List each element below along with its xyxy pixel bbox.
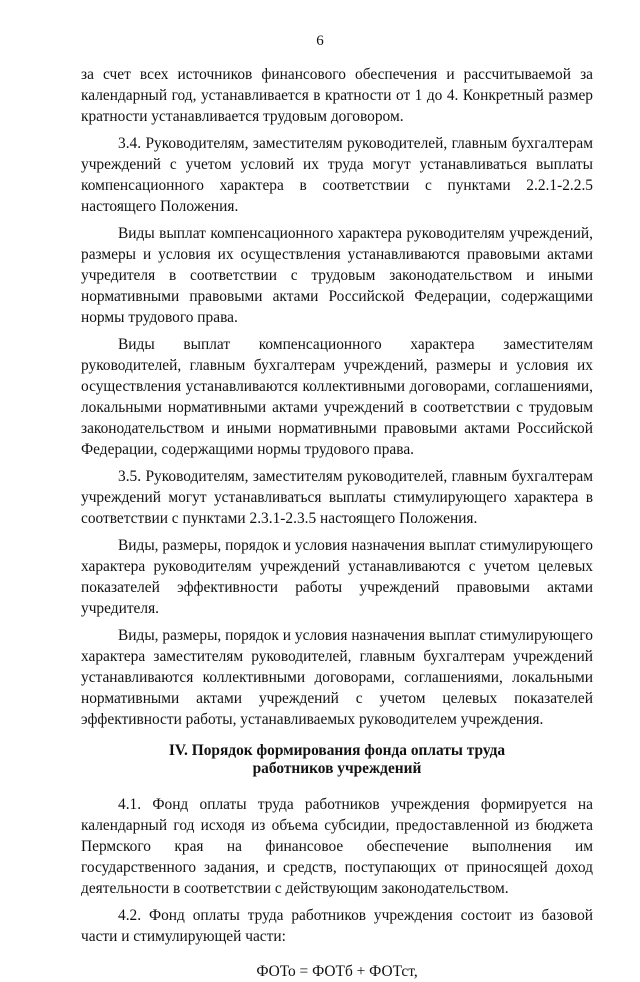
paragraph: за счет всех источников финансового обеспечения и рассчитываемой за календарный год, устанавливается в кратности от 1 до 4. Конкретный размер кратности устанавливается трудовым договором. (81, 66, 593, 125)
page-number: 6 (316, 33, 324, 49)
section-3-text (81, 64, 593, 730)
paragraph: Виды, размеры, порядок и условия назначения выплат стимулирующего характера руководителям учреждений устанавливаются с учетом целевых показателей эффективности работы учреждений правовыми актами учредителя. (81, 537, 593, 617)
document-body (81, 64, 593, 982)
paragraph: 4.1. Фонд оплаты труда работников учреждения формируется на календарный год исходя из объема субсидии, предоставленной из бюджета Пермского края на финансовое обеспечение выполнения им государственного задания, и средств, поступающих от приносящей доход деятельности в соответствии с действующим законодательством. (81, 796, 593, 897)
paragraph: 3.4. Руководителям, заместителям руководителей, главным бухгалтерам учреждений с учетом условий их труда могут устанавливаться выплаты компенсационного характера в соответствии с пунктами 2.2.1-2.2.5 настоящего Положения. (81, 135, 593, 215)
paragraph: 3.5. Руководителям, заместителям руководителей, главным бухгалтерам учреждений могут устанавливаться выплаты стимулирующего характера в соответствии с пунктами 2.3.1-2.3.5 настоящего Положения. (81, 468, 593, 527)
heading-line-1: IV. Порядок формирования фонда оплаты труда (168, 742, 506, 759)
paragraph: 4.2. Фонд оплаты труда работников учреждения состоит из базовой части и стимулирующей части: (81, 907, 593, 945)
paragraph: Виды выплат компенсационного характера руководителям учреждений, размеры и условия их осуществления устанавливаются правовыми актами учредителя в соответствии с трудовым законодательством и иными нормативными правовыми актами Российской Федерации, содержащими нормы трудового права. (81, 225, 593, 326)
formula: ФОТо = ФОТб + ФОТст, (256, 963, 418, 980)
section-heading (81, 742, 593, 778)
paragraph: Виды, размеры, порядок и условия назначения выплат стимулирующего характера заместителям руководителей, главным бухгалтерам учреждений устанавливаются коллективными договорами, соглашениями, локальными нормативными актами учреждений с учетом целевых показателей эффективности работы, устанавливаемых руководителем учреждения. (81, 627, 593, 728)
heading-line-2: работников учреждений (252, 760, 422, 777)
section-4-text (81, 794, 593, 947)
paragraph: Виды выплат компенсационного характера заместителям руководителей, главным бухгалтерам учреждений, размеры и условия их осуществления устанавливаются коллективными договорами, соглашениями, локальными нормативными актами учреждений в соответствии с трудовым законодательством и иными нормативными правовыми актами Российской Федерации, содержащими нормы трудового права. (81, 336, 593, 458)
